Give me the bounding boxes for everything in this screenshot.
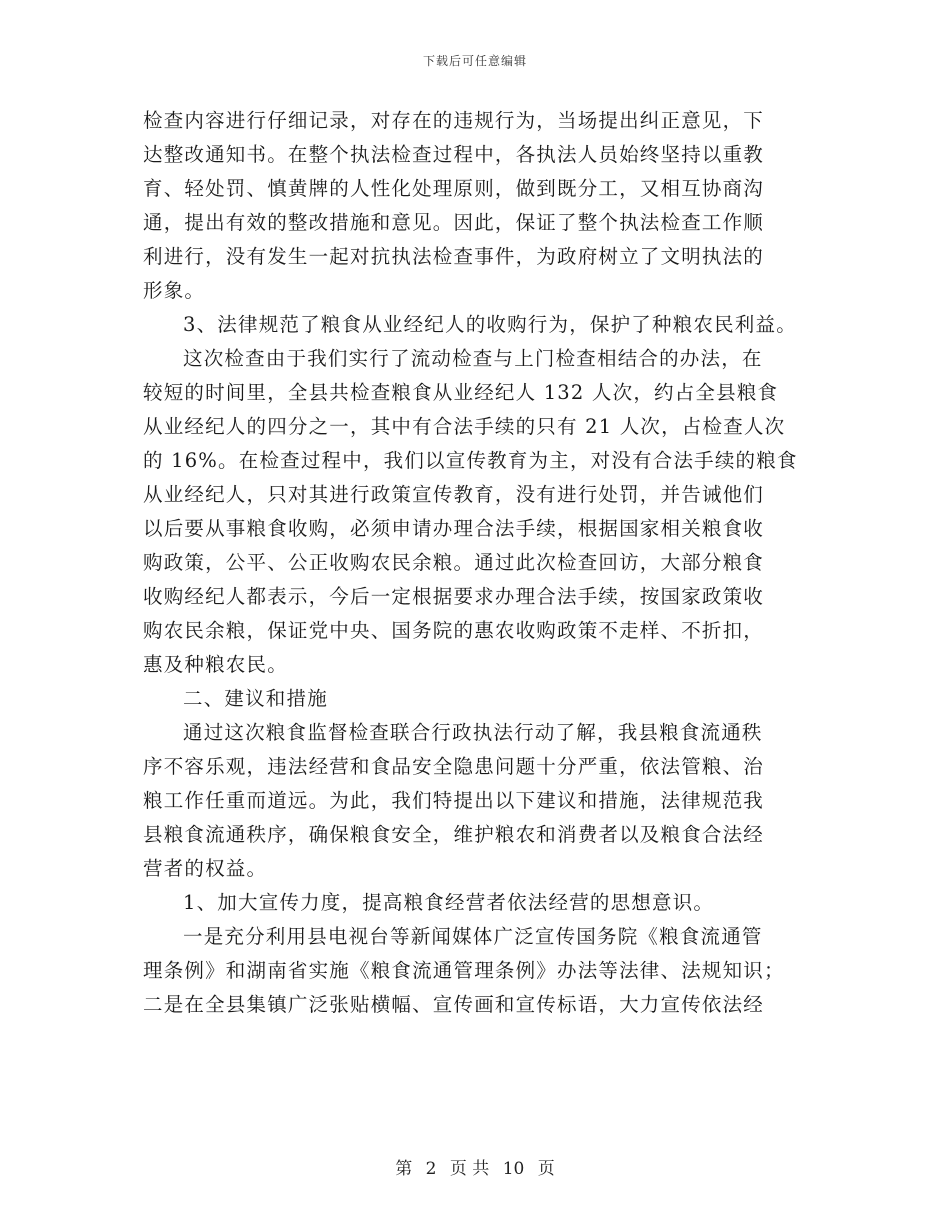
section-heading: 1、加大宣传力度，提高粮食经营者依法经营的思想意识。 xyxy=(183,891,715,914)
paragraph-line: 营者的权益。 xyxy=(143,857,268,880)
paragraph-line: 粮工作任重而道远。为此，我们特提出以下建议和措施，法律规范我 xyxy=(143,789,765,812)
paragraph-line: 较短的时间里，全县共检查粮食从业经纪人 132 人次，约占全县粮食 xyxy=(143,381,779,404)
paragraph-line: 理条例》和湖南省实施《粮食流通管理条例》办法等法律、法规知识； xyxy=(143,959,785,982)
paragraph-line: 利进行，没有发生一起对抗执法检查事件，为政府树立了文明执法的 xyxy=(143,245,765,268)
paragraph-line: 的 16%。在检查过程中，我们以宣传教育为主，对没有合法手续的粮食 xyxy=(143,449,798,472)
section-heading: 3、法律规范了粮食从业经纪人的收购行为，保护了种粮农民利益。 xyxy=(183,313,797,336)
paragraph-line: 通过这次粮食监督检查联合行政执法行动了解，我县粮食流通秩 xyxy=(183,721,763,744)
page-label-suffix: 页 xyxy=(537,1159,555,1179)
paragraph-line: 县粮食流通秩序，确保粮食安全，维护粮农和消费者以及粮食合法经 xyxy=(143,823,765,846)
paragraph-line: 通，提出有效的整改措施和意见。因此，保证了整个执法检查工作顺 xyxy=(143,211,765,234)
paragraph-line: 序不容乐观，违法经营和食品安全隐患问题十分严重，依法管粮、治 xyxy=(143,755,765,778)
paragraph-line: 收购经纪人都表示，今后一定根据要求办理合法手续，按国家政策收 xyxy=(143,585,765,608)
section-heading: 二、建议和措施 xyxy=(183,687,328,710)
paragraph-line: 二是在全县集镇广泛张贴横幅、宣传画和宣传标语，大力宣传依法经 xyxy=(143,993,765,1016)
paragraph-line: 达整改通知书。在整个执法检查过程中，各执法人员始终坚持以重教 xyxy=(143,143,765,166)
paragraph-line: 购政策，公平、公正收购农民余粮。通过此次检查回访，大部分粮食 xyxy=(143,551,765,574)
paragraph-line: 检查内容进行仔细记录，对存在的违规行为，当场提出纠正意见，下 xyxy=(143,109,765,132)
total-pages-number: 10 xyxy=(502,1159,525,1179)
paragraph-line: 购农民余粮，保证党中央、国务院的惠农收购政策不走样、不折扣， xyxy=(143,619,765,642)
paragraph-line: 这次检查由于我们实行了流动检查与上门检查相结合的办法，在 xyxy=(183,347,763,370)
paragraph-line: 从业经纪人，只对其进行政策宣传教育，没有进行处罚，并告诫他们 xyxy=(143,483,765,506)
paragraph-line: 形象。 xyxy=(143,279,206,302)
paragraph-line: 惠及种粮农民。 xyxy=(143,653,288,676)
page-label-middle: 页 共 xyxy=(449,1159,490,1179)
paragraph-line: 以后要从事粮食收购，必须申请办理合法手续，根据国家相关粮食收 xyxy=(143,517,765,540)
page-footer xyxy=(0,1154,950,1179)
paragraph-line: 育、轻处罚、慎黄牌的人性化处理原则，做到既分工，又相互协商沟 xyxy=(143,177,765,200)
paragraph-line: 一是充分利用县电视台等新闻媒体广泛宣传国务院《粮食流通管 xyxy=(183,925,763,948)
page-header: 下载后可任意编辑 xyxy=(422,54,527,68)
paragraph-line: 从业经纪人的四分之一，其中有合法手续的只有 21 人次，占检查人次 xyxy=(143,415,786,438)
document-body xyxy=(143,104,833,1022)
page-label-prefix: 第 xyxy=(395,1159,413,1179)
current-page-number: 2 xyxy=(425,1159,437,1179)
